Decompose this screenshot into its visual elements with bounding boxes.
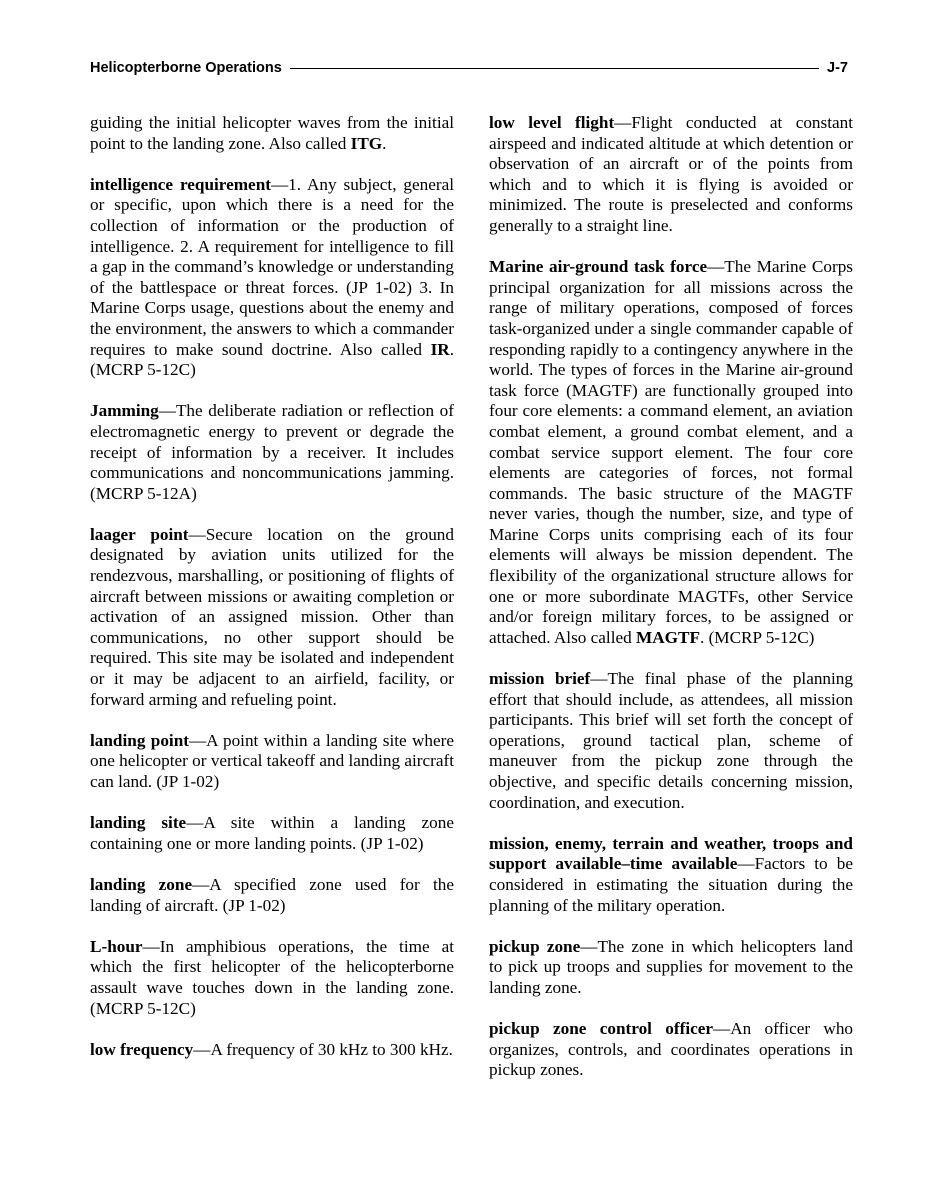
entry-definition: —A specified zone used for the landing of aircraft. (JP 1-02) [90, 874, 454, 915]
running-header [90, 58, 848, 78]
entry-term: landing site [90, 813, 187, 833]
glossary-entry [489, 1019, 853, 1081]
entry-definition: —In amphibious operations, the time at which the first helicopter of the helicopterborne assault wave touches down in the landing zone. (MCRP 5-12C) [90, 936, 454, 1018]
entry-tail: . (MCRP 5-12C) [699, 627, 815, 647]
entry-term: low level flight [489, 113, 615, 132]
entry-term: Marine air-ground task force [489, 257, 708, 277]
glossary-entry [489, 669, 853, 813]
entry-abbreviation: IR [430, 339, 450, 359]
entry-definition: guiding the initial helicopter waves from the initial point to the landing zone. Also called [90, 113, 454, 153]
glossary-entry [90, 525, 454, 710]
glossary-entry [90, 401, 454, 504]
glossary-entry [90, 937, 454, 1019]
left-column [90, 113, 454, 1081]
entry-definition: —1. Any subject, general or specific, upon which there is a need for the collection of information or the production of intelligence. 2. A requirement for intelligence to fill a gap in the command’s knowledge or understanding of the battlespace or threat forces. (JP 1-02) 3. In Marine Corps usage, questions about the enemy and the environment, the answers to which a commander requires to make sound doctrine. Also called [90, 174, 454, 359]
entry-definition: —Flight conducted at constant airspeed and indicated altitude at which detention or observation of an aircraft or of the points from which and to which it is flying is avoided or minimized. The route is preselected and conforms generally to a straight line. [489, 113, 853, 235]
glossary-entry [90, 1040, 454, 1061]
glossary-entry [90, 813, 454, 854]
glossary-entry [489, 257, 853, 648]
header-title: Helicopterborne Operations [90, 60, 282, 76]
entry-term: landing zone [90, 874, 193, 894]
entry-term: intelligence requirement [90, 174, 271, 194]
entry-definition: —The Marine Corps principal organization for all missions across the range of military operations, composed of forces task-organized under a single commander capable of responding rapidly to a contingency anywhere in the world. The types of forces in the Marine air-ground task force (MAGTF) are functionally grouped into four core elements: a command element, an aviation combat element, a ground combat element, and a combat service support element. The four core elements are categories of forces, not formal commands. The basic structure of the MAGTF never varies, though the number, size, and type of Marine Corps units comprising each of its four elements will always be mission dependent. The flexibility of the organizational structure allows for one or more subordinate MAGTFs, other Service and/or foreign military forces, to be assigned or attached. Also called [489, 257, 853, 647]
entry-definition: —A point within a landing site where one helicopter or vertical takeoff and landing aircraft can land. (JP 1-02) [90, 730, 455, 791]
right-column [489, 113, 853, 1102]
entry-tail: . [382, 133, 387, 153]
entry-definition: —A frequency of 30 kHz to 300 kHz. [193, 1039, 453, 1059]
entry-term: low frequency [90, 1039, 194, 1059]
glossary-entry [90, 731, 454, 793]
glossary-entry [489, 834, 853, 916]
entry-definition: —Secure location on the ground designated by aviation units utilized for the rendezvous, marshalling, or positioning of flights of aircraft between missions or awaiting completion or activation of an assigned mission. Other than communications, no other support should be required. This site may be isolated and independent or it may be adjacent to an airfield, facility, or forward arming and refueling point. [90, 524, 454, 709]
entry-tail: . (MCRP 5-12C) [90, 339, 454, 380]
page-number: J-7 [827, 60, 848, 76]
entry-abbreviation: MAGTF [636, 627, 700, 647]
glossary-entry [489, 937, 853, 999]
glossary-entry [489, 113, 853, 237]
entry-term: pickup zone [489, 936, 581, 956]
glossary-entry [90, 113, 454, 154]
header-rule [290, 68, 819, 69]
entry-term: landing point [90, 730, 189, 750]
entry-term: laager point [90, 524, 189, 544]
glossary-entry [90, 175, 454, 381]
entry-definition: —The zone in which helicopters land to pick up troops and supplies for movement to the landing zone. [489, 936, 853, 997]
entry-term: pickup zone control officer [489, 1019, 714, 1039]
entry-definition: —Factors to be considered in estimating the situation during the planning of the military operation. [489, 854, 853, 915]
entry-definition: —The final phase of the planning effort that should include, as attendees, all mission participants. This brief will set forth the concept of operations, ground tactical plan, scheme of maneuver from the pickup zone through the objective, and specific details concerning mission, coordination, and execution. [489, 669, 853, 812]
entry-abbreviation: ITG [350, 133, 383, 153]
entry-definition: —An officer who organizes, controls, and coordinates operations in pickup zones. [489, 1019, 854, 1080]
glossary-entry [90, 875, 454, 916]
entry-definition: —A site within a landing zone containing one or more landing points. (JP 1-02) [90, 813, 454, 853]
entry-term: mission, enemy, terrain and weather, troops and support available–time available [489, 833, 853, 874]
entry-term: L-hour [90, 936, 143, 956]
entry-definition: —The deliberate radiation or reflection of electromagnetic energy to prevent or degrade the receipt of information by a receiver. It includes communications and noncommunications jamming. (MCRP 5-12A) [90, 401, 454, 503]
entry-term: mission brief [489, 669, 591, 689]
entry-term: Jamming [90, 401, 159, 421]
